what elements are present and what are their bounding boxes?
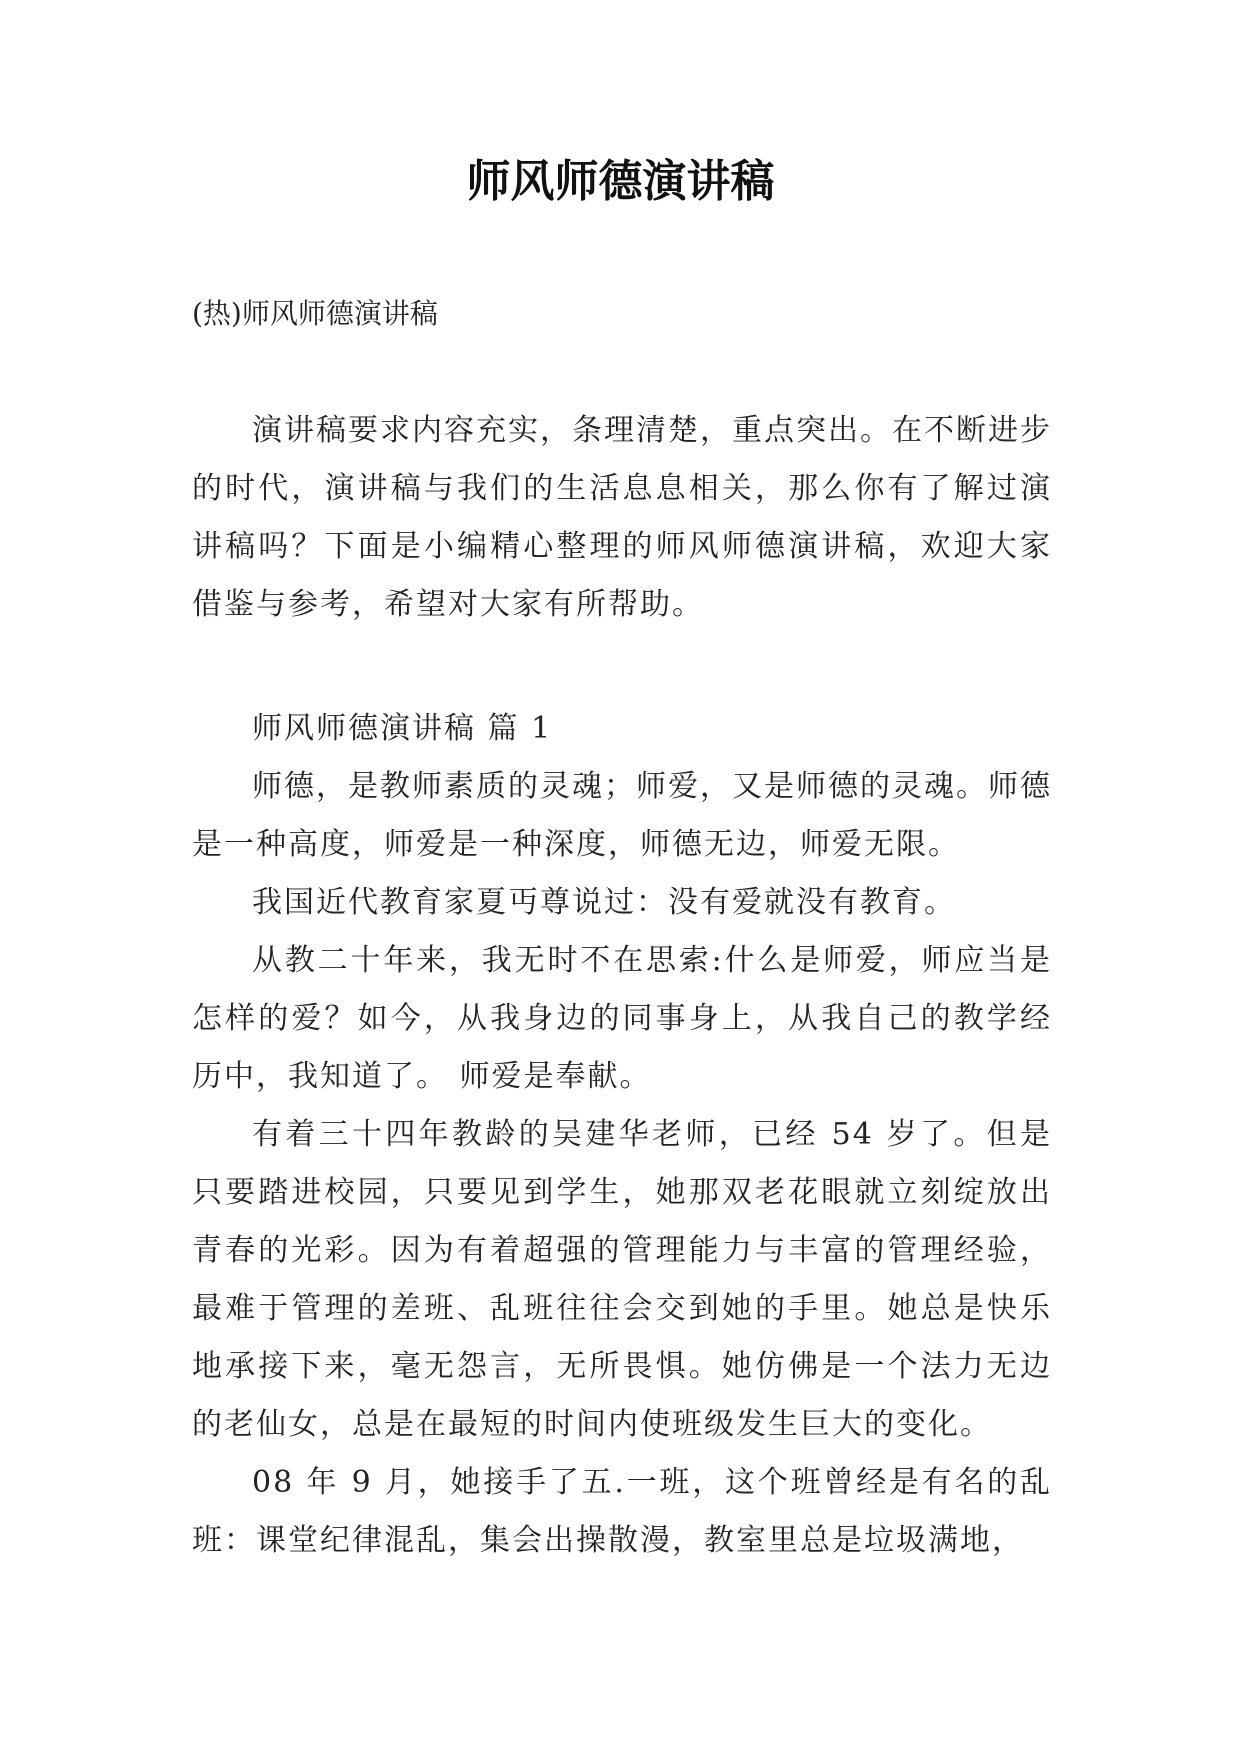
document-subtitle: (热)师风师德演讲稿 [192, 297, 438, 330]
intro-paragraph: 演讲稿要求内容充实，条理清楚，重点突出。在不断进步的时代，演讲稿与我们的生活息息相关，那么你有了解过演讲稿吗？下面是小编精心整理的师风师德演讲稿，欢迎大家借鉴与参考，希望对大家有所帮助。 [192, 413, 1052, 622]
section-heading: 师风师德演讲稿 篇 1 [252, 711, 553, 746]
intro-section [192, 402, 1052, 634]
body-section [192, 700, 1052, 1570]
body-paragraph: 师德，是教师素质的灵魂；师爱，又是师德的灵魂。师德是一种高度，师爱是一种深度，师德无边，师爱无限。 [192, 769, 1052, 862]
body-paragraph: 我国近代教育家夏丏尊说过：没有爱就没有教育。 [252, 885, 956, 920]
body-paragraph: 从教二十年来，我无时不在思索:什么是师爱，师应当是怎样的爱？如今，从我身边的同事身上，从我自己的教学经历中，我知道了。 师爱是奉献。 [192, 943, 1052, 1094]
document-title: 师风师德演讲稿 [466, 156, 775, 207]
body-paragraph: 08 年 9 月，她接手了五.一班，这个班曾经是有名的乱班：课堂纪律混乱，集会出操散漫，教室里总是垃圾满地， [192, 1465, 1052, 1558]
body-paragraph: 有着三十四年教龄的吴建华老师，已经 54 岁了。但是只要踏进校园，只要见到学生，她那双老花眼就立刻绽放出青春的光彩。因为有着超强的管理能力与丰富的管理经验，最难于管理的差班、乱班往往会交到她的手里。她总是快乐地承接下来，毫无怨言，无所畏惧。她仿佛是一个法力无边的老仙女，总是在最短的时间内使班级发生巨大的变化。 [192, 1117, 1052, 1442]
